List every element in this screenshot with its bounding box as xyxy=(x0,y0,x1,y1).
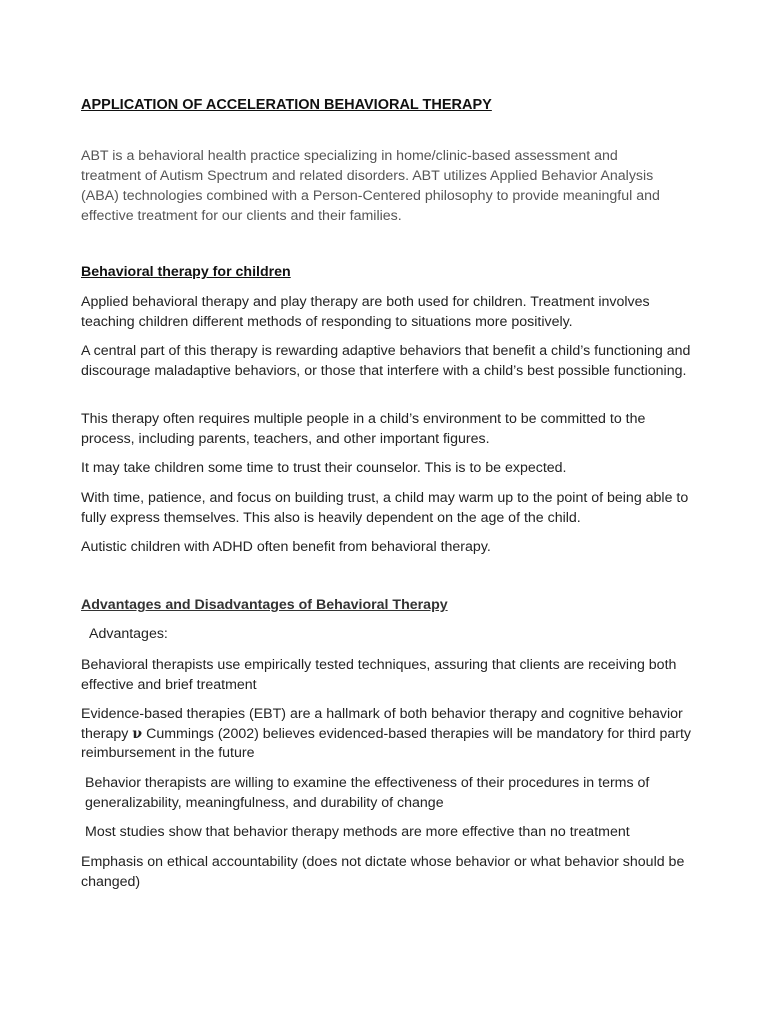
section-heading-advantages: Advantages and Disadvantages of Behavioral Therapy xyxy=(81,597,448,613)
advantages-paragraph-2-part-2: Cummings (2002) believes evidenced-based therapies will be mandatory for third party reimbursement in the future xyxy=(81,725,692,761)
advantages-paragraph-1: Behavioral therapists use empirically tested techniques, assuring that clients are receiving both effective and brief treatment xyxy=(81,657,677,693)
children-paragraph-1: Applied behavioral therapy and play therapy are both used for children. Treatment involves teaching children different methods of responding to situations more positively. xyxy=(81,294,650,330)
children-paragraph-5: With time, patience, and focus on building trust, a child may warm up to the point of being able to fully express themselves. This also is heavily dependent on the age of the child. xyxy=(81,490,689,526)
nu-bullet-glyph: ν xyxy=(132,725,143,742)
children-paragraph-6: Autistic children with ADHD often benefit from behavioral therapy. xyxy=(81,539,491,555)
advantages-label: Advantages: xyxy=(89,626,168,642)
children-paragraph-3: This therapy often requires multiple people in a child’s environment to be committed to the process, including parents, teachers, and other important figures. xyxy=(81,411,646,447)
children-paragraph-4: It may take children some time to trust their counselor. This is to be expected. xyxy=(81,460,567,476)
advantages-paragraph-2-part-1: Evidence-based therapies (EBT) are a hallmark of both behavior therapy and cognitive behavior therapy xyxy=(81,706,683,742)
advantages-paragraph-4: Most studies show that behavior therapy methods are more effective than no treatment xyxy=(85,824,630,840)
advantages-paragraph-5: Emphasis on ethical accountability (does not dictate whose behavior or what behavior should be changed) xyxy=(81,854,685,890)
section-heading-children: Behavioral therapy for children xyxy=(81,264,291,280)
document-title: APPLICATION OF ACCELERATION BEHAVIORAL THERAPY xyxy=(81,97,492,113)
advantages-paragraph-3: Behavior therapists are willing to examine the effectiveness of their procedures in terms of generalizability, meaningfulness, and durability of change xyxy=(85,775,650,811)
children-paragraph-2: A central part of this therapy is rewarding adaptive behaviors that benefit a child’s functioning and discourage maladaptive behaviors, or those that interfere with a child’s best possible functioning. xyxy=(81,343,691,379)
advantages-paragraph-2 xyxy=(81,705,696,764)
intro-paragraph: ABT is a behavioral health practice specializing in home/clinic-based assessment and treatment of Autism Spectrum and related disorders. ABT utilizes Applied Behavior Analysis (ABA) technologies combined with a Person-Centered philosophy to provide meaningful and effective treatment for our clients and their families. xyxy=(81,148,660,224)
